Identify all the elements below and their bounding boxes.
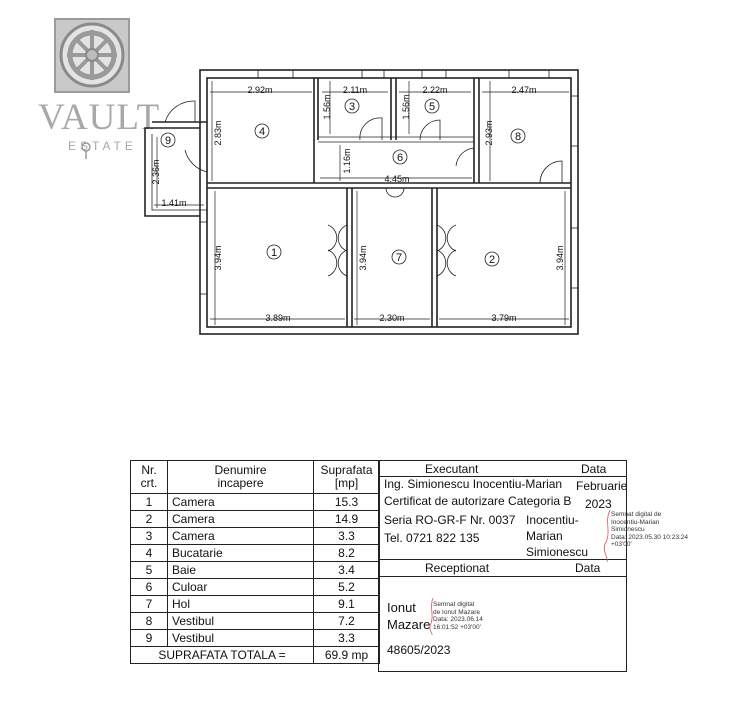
row-name: Bucatarie <box>168 545 314 562</box>
executant-name: Ing. Simionescu Inocentiu-Marian <box>384 477 563 491</box>
header-nr <box>131 461 168 494</box>
header-area-text: Suprafata [mp] <box>320 463 373 490</box>
row-area: 15.3 <box>314 494 380 511</box>
logo-tagline: ESTATE <box>68 139 137 153</box>
dim-r8-width: 2.47m <box>511 85 537 95</box>
executant-series: Seria RO-GR-F Nr. 0037 <box>384 513 516 527</box>
dim-r7-width: 2.30m <box>379 313 405 323</box>
dim-r2-width: 3.79m <box>491 313 517 323</box>
row-area: 5.2 <box>314 579 380 596</box>
dim-r5-width: 2.22m <box>422 85 448 95</box>
table-header <box>131 461 380 494</box>
total-row <box>131 647 380 664</box>
row-nr: 3 <box>131 528 168 545</box>
receptionat-date-label: Data <box>575 561 601 575</box>
dim-r3-height: 1.56m <box>322 94 332 120</box>
total-label: SUPRAFATA TOTALA = <box>131 647 314 664</box>
floor-plan <box>0 0 745 340</box>
receptionat-stamp-line: de Ionut Mazare <box>433 608 480 616</box>
room-label-5: 5 <box>428 101 436 113</box>
header-name-text: Denumire incapere <box>214 463 267 490</box>
executant-certificate: Certificat de autorizare Categoria B <box>384 494 572 508</box>
row-nr: 8 <box>131 613 168 630</box>
table-row <box>131 613 380 630</box>
executant-stamp-line: Semnat digital de <box>611 511 662 518</box>
header-name <box>168 461 314 494</box>
dim-r2-height: 3.94m <box>555 245 565 271</box>
executant-phone: Tel. 0721 822 135 <box>384 531 480 545</box>
row-area: 14.9 <box>314 511 380 528</box>
receptionat-divider <box>379 576 626 577</box>
dim-r9-height: 2.36m <box>151 159 161 185</box>
room-label-7: 7 <box>395 252 403 264</box>
row-nr: 4 <box>131 545 168 562</box>
row-area: 9.1 <box>314 596 380 613</box>
table-row <box>131 528 380 545</box>
table-row <box>131 579 380 596</box>
row-area: 7.2 <box>314 613 380 630</box>
dim-r8-height: 2.93m <box>484 120 494 146</box>
room-label-3: 3 <box>348 101 356 113</box>
row-area: 3.3 <box>314 528 380 545</box>
row-area: 3.3 <box>314 630 380 647</box>
receptionat-stamp <box>433 601 483 631</box>
row-area: 8.2 <box>314 545 380 562</box>
room-label-4: 4 <box>258 126 266 138</box>
executant-stamp-line: Data: 2023.05.30 10:23:24 <box>611 533 688 541</box>
row-name: Camera <box>168 494 314 511</box>
signature-block <box>378 460 627 672</box>
table-row <box>131 545 380 562</box>
total-value: 69.9 mp <box>314 647 380 664</box>
executant-date-label: Data <box>581 462 607 476</box>
receptionat-number: 48605/2023 <box>387 643 451 657</box>
row-name: Baie <box>168 562 314 579</box>
row-nr: 6 <box>131 579 168 596</box>
executant-signature-1: Inocentiu- <box>526 513 579 527</box>
room-label-2: 2 <box>488 254 496 266</box>
dim-r6-height: 1.16m <box>342 148 352 174</box>
executant-stamp-line: Inocentiu-Marian <box>611 518 660 526</box>
row-name: Camera <box>168 528 314 545</box>
dim-r5-height: 1.56m <box>401 94 411 120</box>
dim-r1-height: 3.94m <box>213 245 223 271</box>
row-nr: 2 <box>131 511 168 528</box>
plan-dimension-lines <box>154 81 569 325</box>
dim-r6-width: 4.45m <box>384 174 410 184</box>
executant-signature-mark-icon <box>600 508 614 564</box>
executant-stamp-line: +03'00' <box>611 541 632 548</box>
executant-title: Executant <box>425 462 479 476</box>
executant-date-year: 2023 <box>585 497 612 511</box>
dim-r3-width: 2.11m <box>342 85 368 95</box>
room-label-9: 9 <box>164 135 172 147</box>
receptionat-divider-top <box>379 559 626 560</box>
dim-r4-width: 2.92m <box>247 85 273 95</box>
row-nr: 7 <box>131 596 168 613</box>
room-label-6: 6 <box>396 152 404 164</box>
receptionat-stamp-line: Data: 2023.06.14 <box>433 616 483 623</box>
table-row <box>131 562 380 579</box>
header-area <box>314 461 380 494</box>
receptionat-title: Receptionat <box>425 561 490 575</box>
table-row <box>131 596 380 613</box>
row-nr: 1 <box>131 494 168 511</box>
executant-signature-3: Simionescu <box>526 545 589 559</box>
executant-stamp-line: Simionescu <box>611 526 645 533</box>
receptionat-signature-1: Ionut <box>387 600 416 615</box>
table-row <box>131 630 380 647</box>
row-name: Hol <box>168 596 314 613</box>
dim-r9-width: 1.41m <box>161 198 187 208</box>
rooms-table <box>130 460 380 664</box>
logo-brand: VAULT <box>38 97 161 138</box>
table-row <box>131 494 380 511</box>
header-nr-text: Nr. crt. <box>140 463 158 490</box>
room-label-1: 1 <box>270 247 278 259</box>
row-name: Camera <box>168 511 314 528</box>
plan-walls <box>145 70 578 334</box>
executant-signature-2: Marian <box>526 529 563 543</box>
row-name: Vestibul <box>168 613 314 630</box>
receptionat-stamp-line: Semnat digital <box>433 601 475 608</box>
receptionat-signature-2: Mazare <box>387 617 431 632</box>
executant-stamp <box>611 511 688 549</box>
row-name: Culoar <box>168 579 314 596</box>
row-name: Vestibul <box>168 630 314 647</box>
table-row <box>131 511 380 528</box>
room-label-8: 8 <box>514 131 522 143</box>
executant-date-month: Februarie <box>576 479 628 493</box>
row-nr: 9 <box>131 630 168 647</box>
dim-r7-height: 3.94m <box>358 245 368 271</box>
dim-r4-height: 2.83m <box>213 120 223 146</box>
dim-r1-width: 3.89m <box>265 313 291 323</box>
receptionat-signature-mark-icon <box>427 596 437 636</box>
row-nr: 5 <box>131 562 168 579</box>
receptionat-stamp-line: 16:01:52 +03'00' <box>433 623 481 631</box>
row-area: 3.4 <box>314 562 380 579</box>
